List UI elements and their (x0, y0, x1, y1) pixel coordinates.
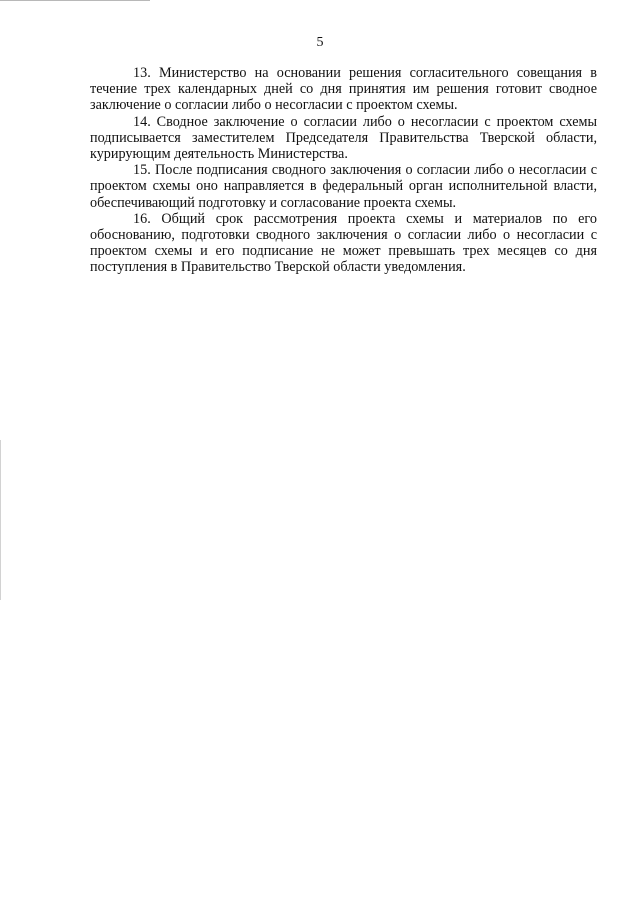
page-number: 5 (316, 35, 324, 50)
document-body (90, 65, 597, 276)
paragraph-14: 14. Сводное заключение о согласии либо о несогласии с проектом схемы подписывается заместителем Председателя Правительства Тверской области, курирующим деятельность Министерства. (90, 113, 597, 163)
paragraph-16: 16. Общий срок рассмотрения проекта схемы и материалов по его обоснованию, подготовки сводного заключения о согласии либо о несогласии с проектом схемы и его подписание не может превышать трех месяцев со дня поступления в Правительство Тверской области уведомления. (90, 210, 597, 276)
scan-edge-left (0, 440, 1, 600)
paragraph-15: 15. После подписания сводного заключения о согласии либо о несогласии с проектом схемы оно направляется в федеральный орган исполнительной власти, обеспечивающий подготовку и согласование проекта схемы. (90, 162, 597, 211)
paragraph-13: 13. Министерство на основании решения согласительного совещания в течение трех календарных дней со дня принятия им решения готовит сводное заключение о согласии либо о несогласии с проектом схемы. (90, 65, 597, 114)
scan-edge-top (0, 0, 150, 1)
